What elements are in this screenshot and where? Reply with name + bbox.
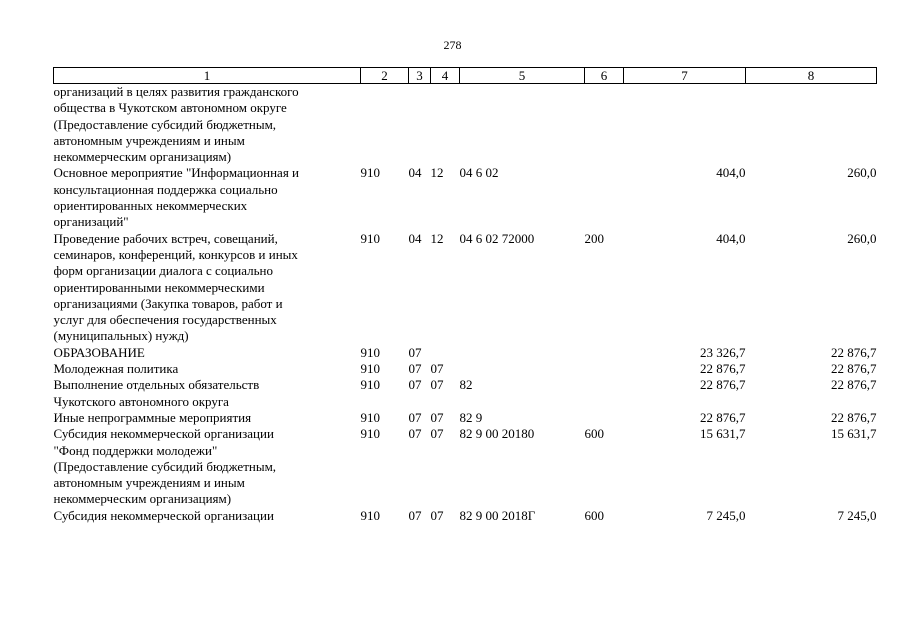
row-csr: 82 9 00 2018Г (459, 507, 536, 523)
page-number: 278 (443, 38, 462, 52)
row-rz (409, 84, 431, 166)
row-pr (431, 345, 460, 361)
row-value-1: 15 631,7 (700, 426, 746, 442)
row-pr: 07 (430, 377, 444, 393)
row-vr (585, 410, 624, 426)
row-value-2: 22 876,7 (831, 344, 877, 360)
row-ved: 910 (360, 230, 380, 246)
table-row (54, 231, 877, 345)
table-row (54, 410, 877, 426)
row-ved: 910 (360, 507, 380, 523)
row-value-2: 15 631,7 (831, 426, 877, 442)
row-name: организаций в целях развития гражданского общества в Чукотском автономном округе (Предоставление субсидий бюджетным, автономным учреждениям и иным некоммерческим организациям) (53, 84, 299, 165)
table-row (54, 426, 877, 507)
row-vr (585, 345, 624, 361)
row-rz: 07 (408, 507, 422, 523)
row-name: Иные непрограммные мероприятия (53, 409, 252, 425)
row-pr: 12 (430, 230, 444, 246)
header-col-2: 2 (361, 68, 409, 84)
row-vr (585, 84, 624, 166)
header-col-6: 6 (585, 68, 624, 84)
row-name: Основное мероприятие "Информационная и консультационная поддержка социально ориентированных некоммерческих организаций" (53, 165, 300, 230)
row-value-1: 7 245,0 (706, 507, 746, 523)
table-row (54, 165, 877, 230)
row-name: Выполнение отдельных обязательств Чукотского автономного округа (53, 377, 260, 409)
row-ved: 910 (360, 409, 380, 425)
row-vr (585, 165, 624, 230)
row-ved: 910 (360, 361, 380, 377)
row-name: Субсидия некоммерческой организации (53, 507, 274, 523)
row-rz: 07 (408, 344, 422, 360)
row-name: Проведение рабочих встреч, совещаний, семинаров, конференций, конкурсов и иных форм организации диалога с социально ориентированными некоммерческими организациями (Закупка товаров, работ и услуг для обеспечения государственных (муниципальных) нужд) (53, 230, 298, 344)
header-col-7: 7 (624, 68, 746, 84)
row-rz: 07 (408, 426, 422, 442)
row-rz: 07 (408, 361, 422, 377)
row-ved: 910 (360, 426, 380, 442)
row-csr: 82 9 (459, 409, 483, 425)
row-pr: 07 (430, 361, 444, 377)
row-value-1: 22 876,7 (700, 377, 746, 393)
table-row (54, 84, 877, 166)
row-rz: 07 (408, 377, 422, 393)
table-row (54, 377, 877, 410)
row-pr: 07 (430, 426, 444, 442)
table-row (54, 345, 877, 361)
row-vr: 200 (584, 230, 604, 246)
row-pr: 07 (430, 409, 444, 425)
row-value-1: 22 876,7 (700, 361, 746, 377)
budget-table (53, 67, 877, 524)
row-value-1: 404,0 (716, 165, 746, 181)
row-rz: 04 (408, 165, 422, 181)
row-value-1: 23 326,7 (700, 344, 746, 360)
row-name: Субсидия некоммерческой организации "Фонд поддержки молодежи" (Предоставление субсидий бюджетным, автономным учреждениям и иным некоммерческим организациям) (53, 426, 277, 507)
header-col-5: 5 (460, 68, 585, 84)
row-csr (460, 84, 585, 166)
row-value-2: 260,0 (847, 230, 877, 246)
row-vr: 600 (584, 507, 604, 523)
row-ved: 910 (360, 377, 380, 393)
row-csr: 82 9 00 20180 (459, 426, 535, 442)
row-pr (431, 84, 460, 166)
row-csr: 04 6 02 72000 (459, 230, 535, 246)
row-vr (585, 361, 624, 377)
row-ved: 910 (360, 165, 380, 181)
row-vr: 600 (584, 426, 604, 442)
row-ved (361, 84, 409, 166)
row-name: ОБРАЗОВАНИЕ (53, 344, 145, 360)
row-value-2 (746, 84, 877, 166)
row-vr (585, 377, 624, 410)
row-value-1 (624, 84, 746, 166)
header-col-3: 3 (409, 68, 431, 84)
header-col-1: 1 (54, 68, 361, 84)
row-name: Молодежная политика (53, 361, 179, 377)
row-csr: 82 (459, 377, 473, 393)
row-value-2: 22 876,7 (831, 409, 877, 425)
row-csr: 04 6 02 (459, 165, 499, 181)
row-value-2: 7 245,0 (837, 507, 877, 523)
row-value-1: 404,0 (716, 230, 746, 246)
row-rz: 04 (408, 230, 422, 246)
row-csr (460, 345, 585, 361)
row-rz: 07 (408, 409, 422, 425)
row-ved: 910 (360, 344, 380, 360)
row-value-1: 22 876,7 (700, 409, 746, 425)
header-row (54, 68, 877, 84)
row-value-2: 260,0 (847, 165, 877, 181)
header-col-8: 8 (746, 68, 877, 84)
row-pr: 07 (430, 507, 444, 523)
row-csr (460, 361, 585, 377)
row-pr: 12 (430, 165, 444, 181)
row-value-2: 22 876,7 (831, 377, 877, 393)
row-value-2: 22 876,7 (831, 361, 877, 377)
table-row (54, 361, 877, 377)
table-row (54, 508, 877, 524)
header-col-4: 4 (431, 68, 460, 84)
